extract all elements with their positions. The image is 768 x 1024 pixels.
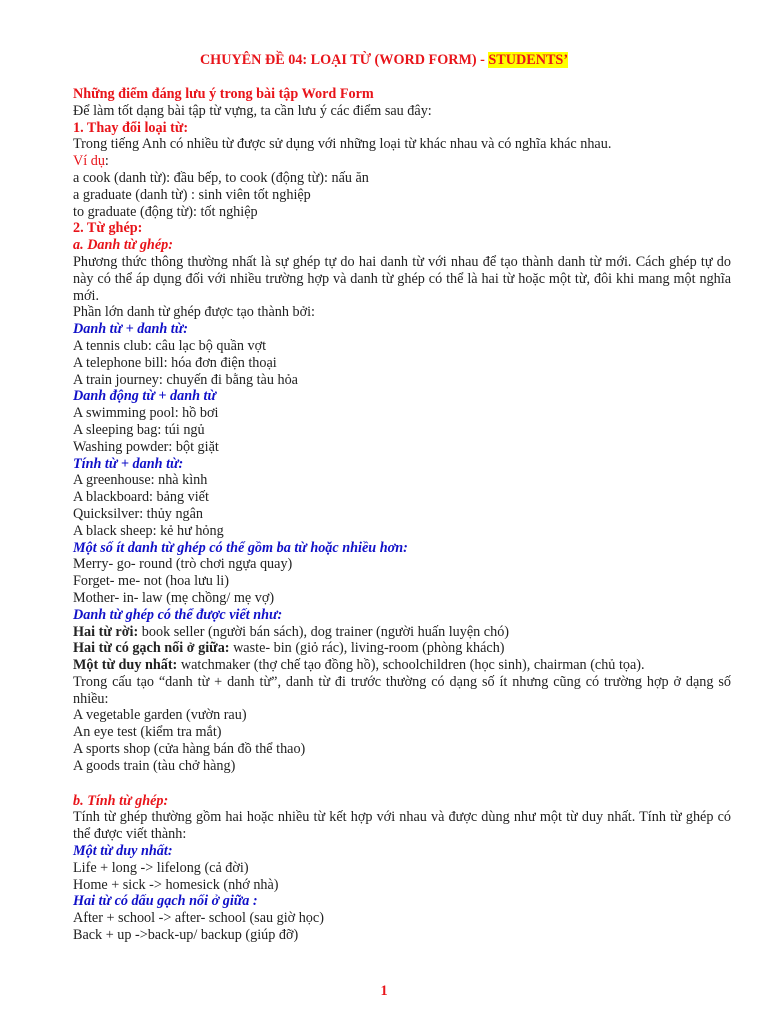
written-label: Danh từ ghép có thể được viết như: — [73, 606, 283, 623]
written-item-rest: watchmaker (thợ chế tạo đồng hồ), schoolchildren (học sinh), chairman (chủ tọa). — [177, 657, 645, 674]
list-item: A tennis club: câu lạc bộ quần vợt — [73, 337, 267, 354]
example-item: to graduate (động từ): tốt nghiệp — [73, 203, 258, 220]
list-item: A blackboard: bảng viết — [73, 489, 209, 506]
example-label: Ví dụ — [73, 153, 105, 170]
intro-heading: Những điểm đáng lưu ý trong bài tập Word Form — [73, 86, 374, 102]
example-label-line — [73, 153, 731, 170]
list-item: A sports shop (cửa hàng bán đồ thể thao) — [73, 741, 306, 758]
title-highlight: STUDENTS’ — [488, 52, 569, 68]
group-label: Danh động từ + danh từ — [73, 388, 216, 405]
list-item: A greenhouse: nhà kình — [73, 472, 208, 489]
subsection-a-paragraph: Phương thức thông thường nhất là sự ghép tự do hai danh từ với nhau để tạo thành danh từ mới. Cách ghép tự do này có thể áp dụng đối với nhiều trường hợp và danh từ ghép có thể là hai từ hoặc một từ, đôi khi mang một nghĩa mới. — [73, 253, 731, 304]
group-label: Tính từ + danh từ: — [73, 455, 184, 472]
list-item: Forget- me- not (hoa lưu li) — [73, 573, 229, 590]
list-item: An eye test (kiểm tra mắt) — [73, 724, 222, 741]
group-label: Một số ít danh từ ghép có thể gồm ba từ hoặc nhiều hơn: — [73, 539, 408, 556]
example-item: a graduate (danh từ) : sinh viên tốt nghiệp — [73, 186, 311, 203]
written-item — [73, 624, 731, 641]
group-label: Hai từ có dấu gạch nối ở giữa : — [73, 893, 258, 910]
example-item: a cook (danh từ): đầu bếp, to cook (động từ): nấu ăn — [73, 169, 369, 186]
page-number: 1 — [380, 983, 388, 999]
intro-text: Để làm tốt dạng bài tập từ vựng, ta cần lưu ý các điểm sau đây: — [73, 102, 432, 119]
list-item: Home + sick -> homesick (nhớ nhà) — [73, 876, 279, 893]
subsection-b-paragraph: Tính từ ghép thường gồm hai hoặc nhiều từ kết hợp với nhau và được dùng như một từ duy nhất. Tính từ ghép có thể được viết thành: — [73, 809, 731, 843]
list-item: A black sheep: kẻ hư hỏng — [73, 522, 224, 539]
list-item: Washing powder: bột giặt — [73, 438, 219, 455]
subsection-b-heading: b. Tính từ ghép: — [73, 792, 169, 809]
title-main: CHUYÊN ĐỀ 04: LOẠI TỪ (WORD FORM) - — [199, 52, 489, 68]
list-item: A telephone bill: hóa đơn điện thoại — [73, 354, 277, 371]
list-item: A sleeping bag: túi ngủ — [73, 421, 205, 438]
written-item-rest: book seller (người bán sách), dog trainer (người huấn luyện chó) — [138, 623, 510, 640]
subsection-a-heading: a. Danh từ ghép: — [73, 237, 173, 254]
example-colon: : — [104, 153, 109, 170]
list-item: A goods train (tàu chở hàng) — [73, 757, 236, 774]
subsection-a-paragraph2: Phần lớn danh từ ghép được tạo thành bởi: — [73, 304, 315, 321]
list-item: A swimming pool: hồ bơi — [73, 405, 219, 422]
document-body — [73, 86, 731, 944]
written-item-rest: waste- bin (giỏ rác), living-room (phòng khách) — [229, 640, 505, 657]
section2-heading: 2. Từ ghép: — [73, 220, 143, 237]
written-item-bold: Hai từ có gạch nối ở giữa: — [73, 640, 230, 657]
list-item: Back + up ->back-up/ backup (giúp đỡ) — [73, 927, 299, 944]
list-item: Quicksilver: thủy ngân — [73, 505, 204, 522]
written-item — [73, 657, 731, 674]
group-label: Một từ duy nhất: — [73, 843, 173, 860]
section1-text: Trong tiếng Anh có nhiều từ được sử dụng với những loại từ khác nhau và có nghĩa khác nhau. — [73, 136, 612, 153]
list-item: A train journey: chuyến đi bằng tàu hỏa — [73, 371, 298, 388]
written-item-bold: Một từ duy nhất: — [73, 657, 178, 674]
list-item: Life + long -> lifelong (cả đời) — [73, 859, 249, 876]
written-item-bold: Hai từ rời: — [73, 623, 139, 640]
subsection-a-paragraph3: Trong cấu tạo “danh từ + danh từ”, danh từ đi trước thường có dạng số ít nhưng cũng có trường hợp ở dạng số nhiều: — [73, 673, 731, 707]
list-item: A vegetable garden (vườn rau) — [73, 707, 247, 724]
list-item: Mother- in- law (mẹ chồng/ mẹ vợ) — [73, 589, 275, 606]
group-label: Danh từ + danh từ: — [73, 321, 188, 338]
page-title — [0, 52, 768, 69]
list-item: After + school -> after- school (sau giờ học) — [73, 910, 324, 927]
written-item — [73, 640, 731, 657]
spacer — [73, 775, 731, 793]
section1-heading: 1. Thay đổi loại từ: — [73, 119, 189, 136]
list-item: Merry- go- round (trò chơi ngựa quay) — [73, 556, 293, 573]
